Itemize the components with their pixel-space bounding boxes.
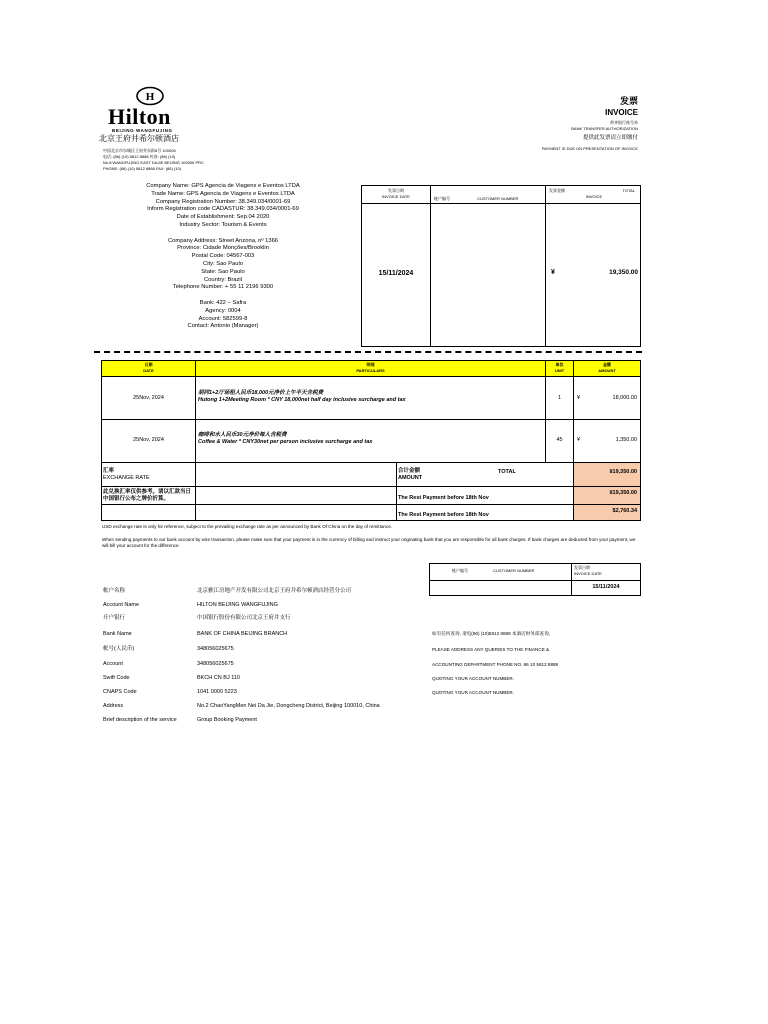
doc-title-block xyxy=(478,96,638,152)
bank-label: Account Name xyxy=(103,602,140,608)
company-line: Trade Name: GPS Agencia de Viagens e Eventos LTDA xyxy=(151,190,295,197)
bank-value: 348056025675 xyxy=(197,661,234,667)
company-line: Postal Code: 04567-003 xyxy=(191,253,255,260)
invoice-label: INVOICE xyxy=(585,194,603,199)
bank-value: BANK OF CHINA BEIJING BRANCH xyxy=(197,631,288,637)
lower-invoice-date-cn: 发票日期 xyxy=(574,565,590,570)
col-date-cn: 日期 xyxy=(144,362,153,367)
bank-value: HILTON BEIJING WANGFUJING xyxy=(197,602,278,608)
row2-unit: 45 xyxy=(556,437,563,443)
rest-payment-value: ¥19,350.00 xyxy=(609,490,637,496)
col-particulars-cn: 明细 xyxy=(366,362,375,367)
brand-name: Hilton xyxy=(108,104,171,129)
row1-desc xyxy=(198,390,543,404)
bank-value: BKCH CN BJ 110 xyxy=(197,675,240,681)
bank-label: Swift Code xyxy=(103,675,130,681)
company-line: Province: Cidade Monções/Brooklin xyxy=(177,245,269,252)
row2-date: 25Nov, 2024 xyxy=(133,437,164,443)
company-line: Telephone Number: + 55 11 2196 9300 xyxy=(172,284,274,291)
query-line: PLEASE ADDRESS ANY QUERIES TO THE FINANCE & xyxy=(432,647,550,652)
notice-en: PAYMENT IS DUE ON PRESENTATION OF INVOICE xyxy=(541,146,638,151)
lower-invoice-date-en: INVOICE DATE xyxy=(574,571,602,576)
query-line: QUOTING YOUR ACCOUNT NUMBER. xyxy=(432,676,515,681)
exchange-rate-cn: 汇率 xyxy=(103,468,115,474)
bank-label: Address xyxy=(103,703,124,709)
bank-label: Account xyxy=(103,661,123,667)
svg-text:H: H xyxy=(145,91,155,103)
address-line: No.8 WANGFUJING EAST DAJIE BEIJING 100006 PRC xyxy=(103,160,204,165)
customer-number-label: CUSTOMER NUMBER xyxy=(477,196,519,201)
company-line: Account: 582599-8 xyxy=(198,315,248,322)
bank-value: 中国银行股份有限公司北京王府井支行 xyxy=(197,615,291,621)
total-label: TOTAL xyxy=(622,188,635,193)
company-line xyxy=(118,292,328,300)
company-line: Industry Sector: Tourism & Events xyxy=(179,221,267,228)
total-amount-en: AMOUNT xyxy=(398,475,423,481)
col-particulars-en: PARTICULARS xyxy=(356,368,385,373)
hilton-logo xyxy=(99,86,188,144)
row1-date: 25Nov, 2024 xyxy=(133,395,164,401)
brand-subtitle: BEIJING WANGFUJING xyxy=(112,128,173,133)
bank-label: 帐户名称 xyxy=(103,588,126,594)
lower-date-value: 15/11/2024 xyxy=(592,584,620,590)
row1-amount: 18,000.00 xyxy=(612,395,637,401)
row2-desc-en: Coffee & Water * CNY30net per person inclusive surcharge and tax xyxy=(198,439,373,445)
exchange-note: USD exchange rate is only for reference, subject to the prevailing exchange rate as per announced by Bank Of China on the day of remittance. xyxy=(102,524,393,529)
invoice-date-en: INVOICE DATE xyxy=(382,194,410,199)
row1-currency: ¥ xyxy=(577,395,581,401)
rest-payment-value-2: $2,760.34 xyxy=(612,508,637,514)
summary-currency: ¥ xyxy=(551,269,555,276)
col-unit-cn: 单位 xyxy=(555,362,564,367)
company-line: Company Registration Number: 38.349.034/0001-69 xyxy=(155,198,291,205)
dashed-separator xyxy=(94,351,642,353)
col-unit-en: UNIT xyxy=(554,368,565,373)
hilton-emblem-icon xyxy=(135,86,165,106)
doc-small-cn: 带齐银行账号单 xyxy=(610,120,638,125)
bank-value: 1041 0000 5223 xyxy=(197,689,237,695)
row1-desc-cn: 胡同1+2厅场租人民币18,000元净价上午半天含税费 xyxy=(198,390,324,396)
company-line: Agency: 0004 xyxy=(205,307,241,314)
amount-cn: 发票金额 xyxy=(549,188,565,193)
doc-title-cn: 发票 xyxy=(619,96,638,106)
row2-currency: ¥ xyxy=(577,437,581,443)
hotel-address xyxy=(103,148,253,172)
bank-label: Bank Name xyxy=(103,631,132,637)
address-line: 中国北京市东城区王府井东街8号 100006 xyxy=(103,148,176,153)
col-date-en: DATE xyxy=(143,368,154,373)
payment-note: When sending payments to our bank account by wire transaction, please make sure that your payment is in the currency of billing and instruct your originating bank that you are responsible for all bank charges. If bank charges are deducted from your payment, we will bill your account for the difference. xyxy=(102,537,636,548)
lower-account-no-cn: 帐户编号 xyxy=(452,568,468,573)
exchange-rate-en: EXCHANGE RATE xyxy=(103,475,150,481)
col-amount-cn: 金额 xyxy=(603,362,611,367)
bank-label: Brief description of the service xyxy=(103,717,177,723)
bank-value: 北京雅江房地产开发有限公司北京王府井希尔顿酒店经营分公司 xyxy=(197,588,352,594)
summary-amount: 19,350.00 xyxy=(609,269,638,276)
query-line: 如有任何查询, 请电(86) (10)5812 8888 本酒店财务部查询。 xyxy=(432,631,554,636)
account-no-cn: 帐户编号 xyxy=(434,196,450,201)
row2-desc xyxy=(198,432,543,446)
invoice-date-cn: 发票日期 xyxy=(388,188,404,193)
company-line: Bank: 422 – Safra xyxy=(199,299,247,306)
notice-cn: 提供此发票请立即缴付 xyxy=(582,135,638,141)
rest-payment-label: The Rest Payment before 18th Nov xyxy=(398,495,489,501)
address-line: 电话: (86) (10) 5812 8888 传真: (86) (10) xyxy=(103,154,176,159)
company-line: Country: Brazil xyxy=(203,276,242,283)
invoice-summary-box xyxy=(361,185,641,347)
rest-payment-label-2: The Rest Payment before 18th Nov xyxy=(398,512,489,518)
customer-info xyxy=(118,183,328,331)
company-line: City: Sao Paulo xyxy=(203,260,243,267)
query-line: QUOTING YOUR ACCOUNT NUMBER. xyxy=(432,690,515,695)
total-label: TOTAL xyxy=(498,469,516,475)
company-line: Contact: Antonio (Manager) xyxy=(187,323,259,330)
summary-date: 15/11/2024 xyxy=(378,270,414,277)
bank-label: CNAPS Code xyxy=(103,689,137,695)
company-line: Date of Establishment: Sep.04 2020 xyxy=(176,214,270,221)
col-amount-en: AMOUNT xyxy=(598,368,616,373)
bank-value: 348056025675 xyxy=(197,646,234,652)
address-line: PHONE: (86) (10) 5812 8888 FAX: (86) (10) xyxy=(103,166,182,171)
row2-amount: 1,350.00 xyxy=(615,437,637,443)
bank-label: 开户银行 xyxy=(103,615,126,621)
total-amount-cn: 合计金额 xyxy=(398,468,421,474)
total-value: ¥19,350.00 xyxy=(609,469,637,475)
exchange-disclaimer-cn: 此兑换汇率仅供参考。请以汇款当日中国银行公布之牌价折算。 xyxy=(103,489,192,502)
brand-cn: 北京王府井希尔顿酒店 xyxy=(99,134,179,143)
row1-desc-en: Hutong 1+2Meeting Room * CNY 18,000net half day inclusive surcharge and tax xyxy=(198,397,406,403)
bank-value: No.2 ChaoYangMen Nei Da Jie, Dongcheng District, Beijing 100010, China xyxy=(197,703,380,709)
lower-customer-number: CUSTOMER NUMBER xyxy=(493,568,535,573)
company-line: Company Address: Street Anzona, nº 1366 xyxy=(167,237,279,244)
company-line xyxy=(118,230,328,238)
query-line: ACCOUNTING DEPARTMENT PHONE NO. 86 10 5812 8888 xyxy=(432,662,559,667)
doc-small-en: BANK TRANSFER AUTHORIZATION xyxy=(571,126,638,131)
doc-title-en: INVOICE xyxy=(605,108,638,117)
bank-label: 帐号(人民币) xyxy=(103,646,135,652)
row2-desc-cn: 咖啡和水人民币30元净价每人含税费 xyxy=(198,432,287,438)
bank-value: Group Booking Payment xyxy=(197,717,257,723)
company-line: Inform Registration code CADASTUR: 38.349.034/0001-69 xyxy=(147,206,299,213)
company-line: Company Name: GPS Agencia de Viagens e Eventos LTDA xyxy=(146,183,300,189)
company-line: State: Sao Paulo xyxy=(201,268,245,275)
row1-unit: 1 xyxy=(557,395,562,401)
